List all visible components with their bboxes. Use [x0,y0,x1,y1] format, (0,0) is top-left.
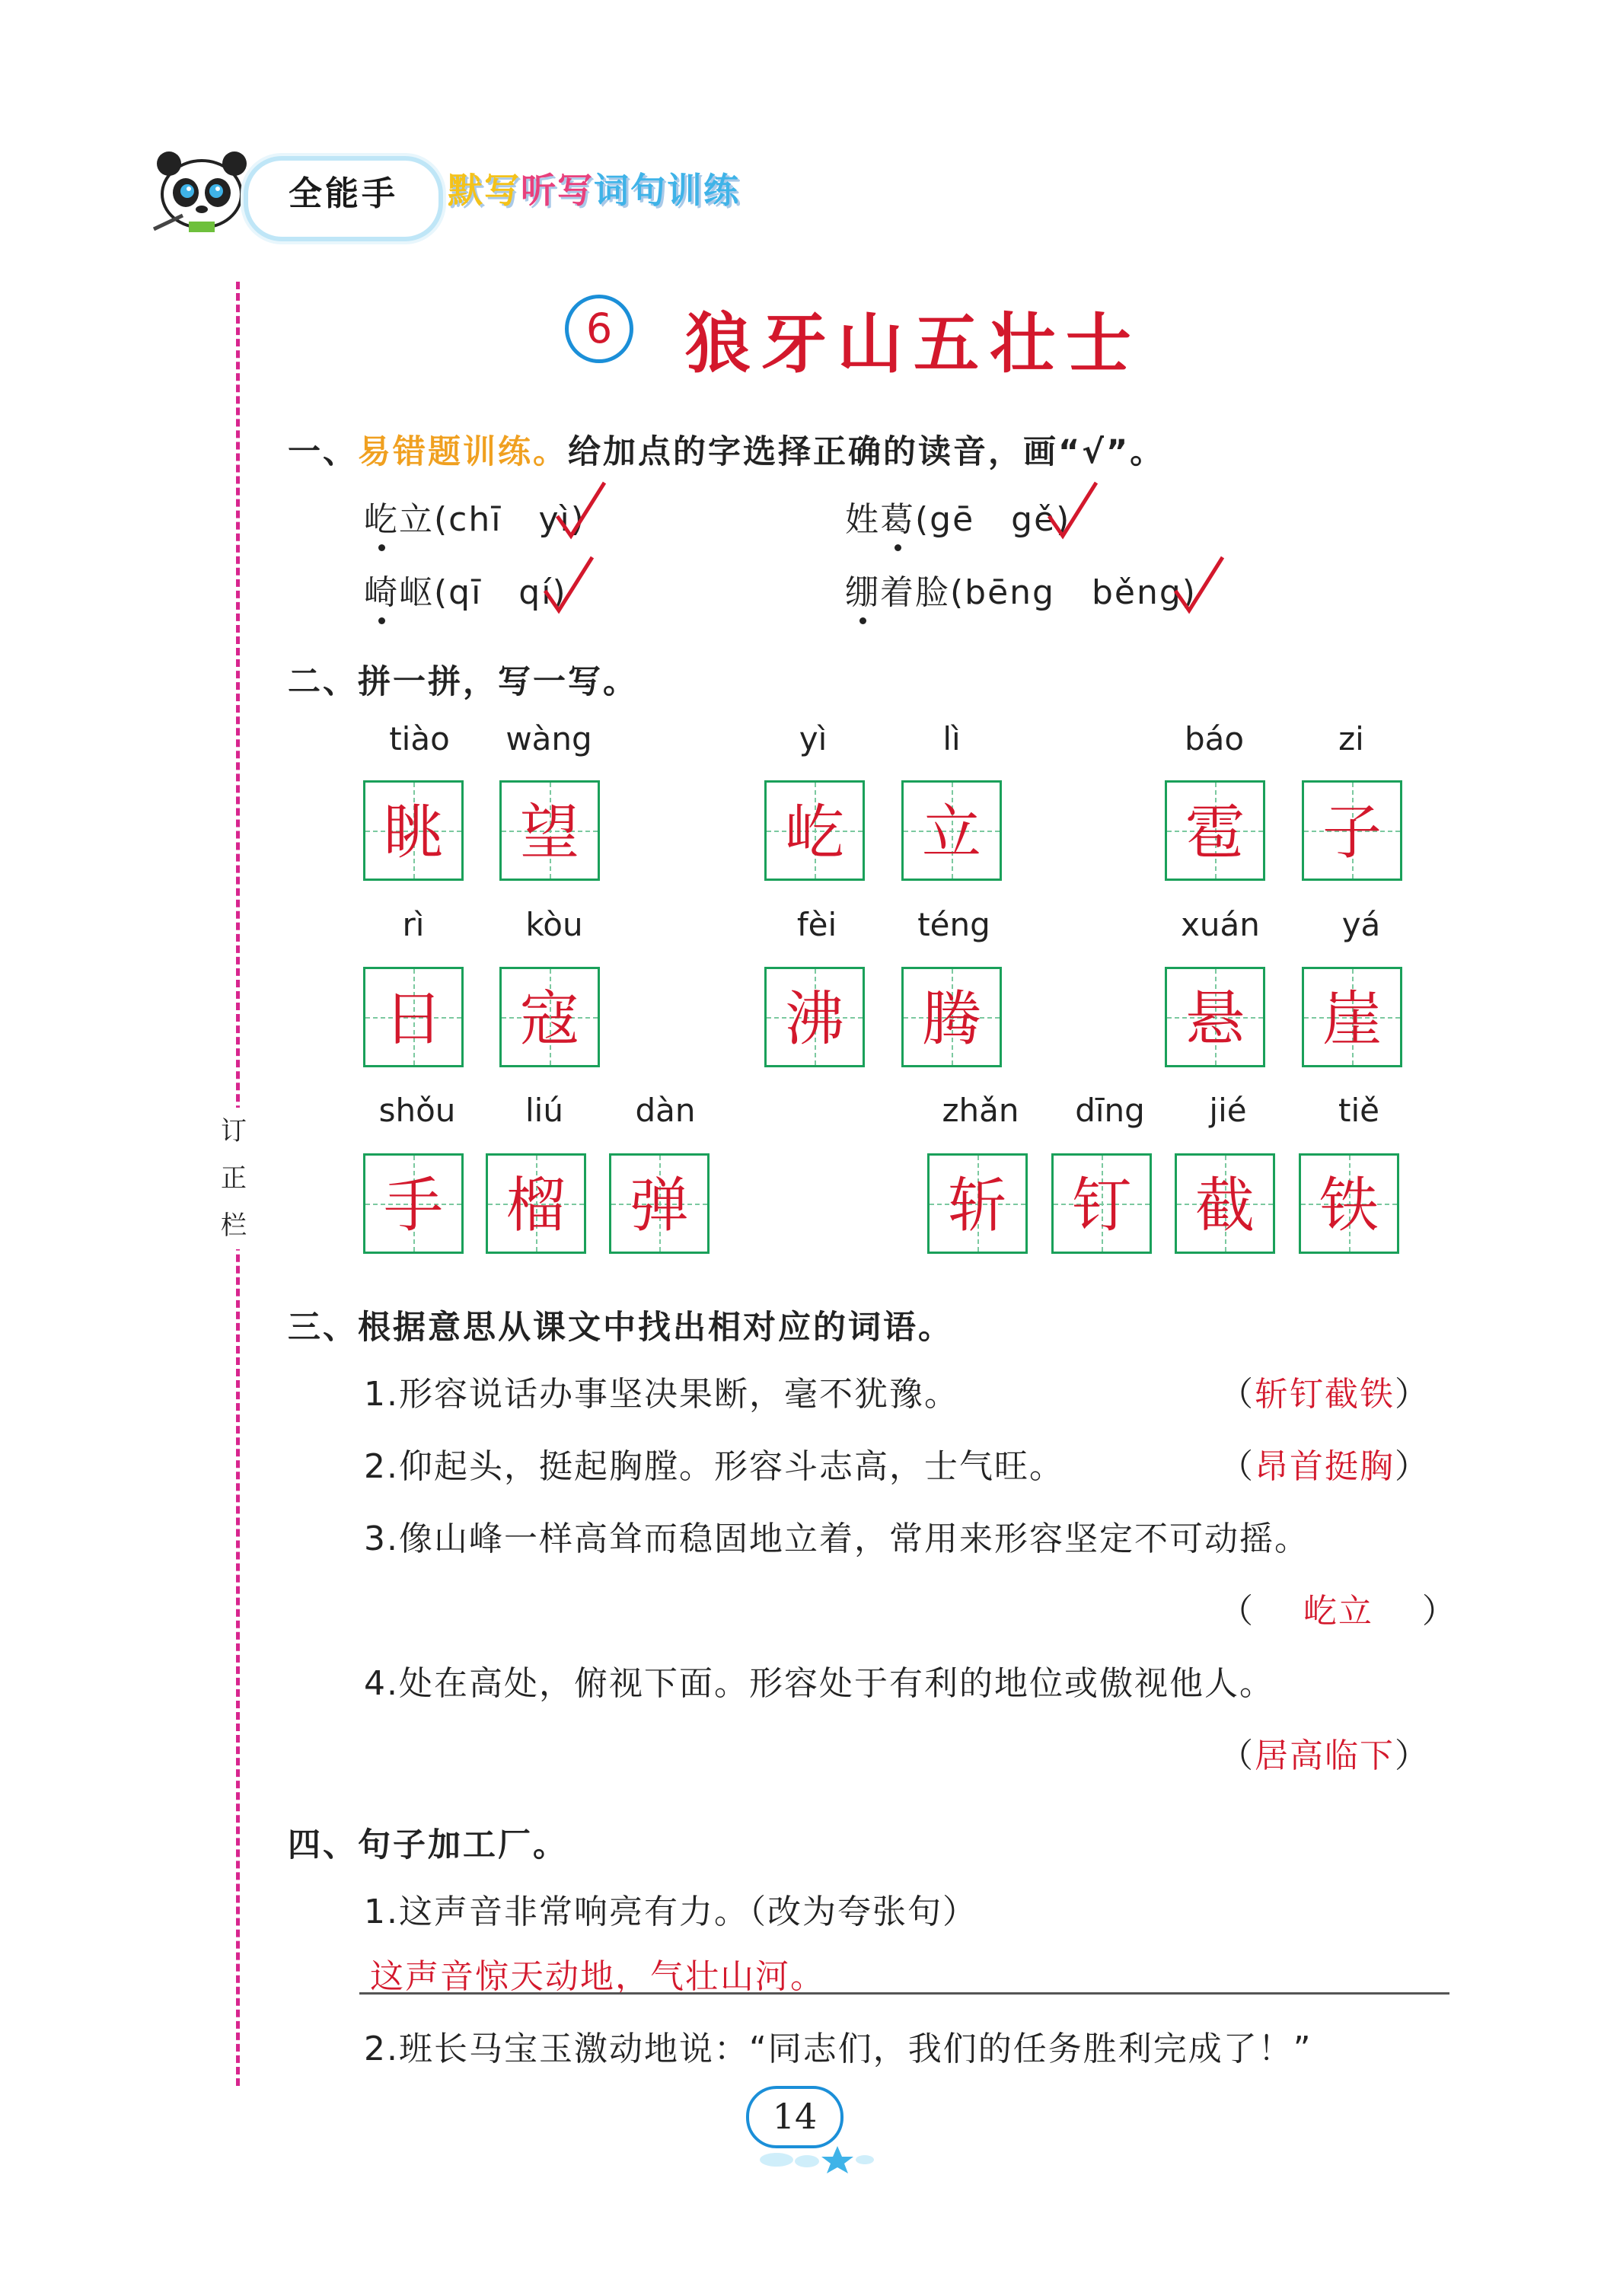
option-b[interactable]: qí [518,573,553,612]
option-a[interactable]: gē [930,500,975,539]
panda-mascot-icon [152,148,251,232]
section-1-number: 一、 [288,433,358,471]
pinyin: zhǎn [942,1092,1019,1129]
answer-bracket-1 [1220,1366,1430,1415]
dotted-char: 崎 [364,565,399,614]
brand-title: 全能手 [289,174,398,213]
close-paren: ） [1395,1375,1430,1414]
option-b[interactable]: yì [538,500,571,539]
writing-grid-box[interactable] [1051,1153,1152,1254]
grid-answer-char: 寇 [519,985,579,1054]
writing-grid-box[interactable] [1165,780,1265,881]
writing-grid-box[interactable] [764,780,865,881]
writing-grid-box[interactable] [1175,1153,1275,1254]
dotted-char: 葛 [880,492,915,541]
series-part-3: 词句训练 [594,170,740,211]
open-paren: （ [1220,1736,1255,1775]
grid-answer-char: 眺 [383,799,443,867]
series-title [448,163,740,213]
section-1-instruction: 给加点的字选择正确的读音，画“√”。 [568,433,1166,471]
writing-grid-box[interactable] [609,1153,710,1254]
grid-answer-char: 子 [1322,799,1382,867]
grid-answer-char: 望 [519,799,579,867]
grid-answer-char: 手 [383,1172,443,1240]
writing-grid-box[interactable] [1302,967,1402,1067]
writing-grid-box[interactable] [901,967,1002,1067]
pinyin: téng [917,906,990,943]
grid-answer-char: 崖 [1322,985,1382,1054]
option-b[interactable]: gě [1011,500,1057,539]
writing-grid-box[interactable] [1165,967,1265,1067]
writing-grid-box[interactable] [1302,780,1402,881]
definition-answer[interactable]: 斩钉截铁 [1255,1375,1395,1414]
grid-answer-char: 铁 [1319,1172,1379,1240]
dotted-char: 屹 [364,492,399,541]
grid-answer-char: 榴 [505,1172,566,1240]
writing-grid-box[interactable] [363,1153,464,1254]
pinyin: yì [799,720,828,757]
dotted-char: 绷 [845,565,880,614]
pinyin: xuán [1181,906,1260,943]
pinyin: kòu [525,906,583,943]
sentence-question-2: 2.班长马宝玉激动地说：“同志们，我们的任务胜利完成了！” [364,2030,1312,2068]
grid-answer-char: 斩 [947,1172,1007,1240]
pinyin: báo [1184,720,1245,757]
pinyin: wàng [505,720,592,757]
answer-bracket-4 [1220,1728,1430,1777]
option-a[interactable]: qī [448,573,483,612]
definition-question-4: 4.处在高处，俯视下面。形容处于有利的地位或傲视他人。 [364,1664,1274,1703]
definition-question-3: 3.像山峰一样高耸而稳固地立着，常用来形容坚定不可动摇。 [364,1520,1309,1558]
close-paren: ） [1395,1736,1430,1775]
grid-answer-char: 弹 [629,1172,689,1240]
pinyin: rì [402,906,425,943]
grid-answer-char: 沸 [784,985,844,1054]
option-b[interactable]: běng [1091,573,1182,612]
writing-grid-box[interactable] [363,780,464,881]
grid-answer-char: 屹 [784,799,844,867]
star-icon [754,2143,875,2173]
grid-answer-char: 钉 [1071,1172,1131,1240]
sentence-question-1: 1.这声音非常响亮有力。（改为夸张句） [364,1893,977,1931]
writing-grid-box[interactable] [901,780,1002,881]
definition-answer[interactable]: 屹立 [1303,1592,1373,1631]
section-1-heading [288,426,1165,473]
definition-answer[interactable]: 昂首挺胸 [1255,1447,1395,1486]
pinyin: tiào [389,720,450,757]
close-paren: ） [1395,1447,1430,1486]
pinyin: shǒu [378,1092,456,1129]
check-mark-icon [1172,554,1226,615]
writing-grid-box[interactable] [1299,1153,1399,1254]
correction-column-label: 订正栏 [215,1108,253,1249]
definition-question-1: 1.形容说话办事坚决果断，毫不犹豫。 [364,1375,959,1414]
word-lead: 姓 [845,500,880,539]
section-2-heading: 二、拼一拼，写一写。 [288,663,638,701]
writing-grid-box[interactable] [363,967,464,1067]
definition-question-2: 2.仰起头，挺起胸膛。形容斗志高，士气旺。 [364,1447,1064,1486]
pinyin: dàn [635,1092,696,1129]
answer-bracket-3 [1220,1583,1457,1632]
grid-answer-char: 日 [383,985,443,1054]
page-number: 14 [746,2086,843,2148]
pronunciation-item-2: 姓葛(gē gě) [845,492,1070,541]
grid-answer-char: 截 [1194,1172,1255,1240]
pinyin: jié [1209,1092,1247,1129]
pinyin: tiě [1338,1092,1379,1129]
lesson-number-badge: 6 [565,295,633,363]
option-a[interactable]: chī [448,500,502,539]
pronunciation-item-4: 绷着脸(bēng běng) [845,565,1197,614]
close-paren: ） [1421,1592,1457,1631]
writing-grid-box[interactable] [927,1153,1028,1254]
writing-grid-box[interactable] [499,780,600,881]
answer-line [359,1992,1449,1995]
check-mark-icon [554,480,608,541]
pinyin: zi [1338,720,1364,757]
pinyin: liú [525,1092,563,1129]
grid-answer-char: 悬 [1185,985,1245,1054]
check-mark-icon [542,554,595,615]
grid-answer-char: 立 [921,799,981,867]
writing-grid-box[interactable] [764,967,865,1067]
pinyin: yá [1341,906,1381,943]
pinyin: dīng [1075,1092,1145,1129]
check-mark-icon [1046,480,1099,541]
open-paren: （ [1220,1447,1255,1486]
word-rest: 岖 [399,573,434,612]
word-rest: 立 [399,500,434,539]
pronunciation-item-3: 崎岖(qī qí) [364,565,567,614]
option-a[interactable]: bēng [965,573,1055,612]
lesson-title: 狼牙山五壮士 [685,306,1142,382]
section-3-heading: 三、根据意思从课文中找出相对应的词语。 [288,1309,953,1347]
section-1-highlight: 易错题训练。 [358,433,568,471]
writing-grid-box[interactable] [499,967,600,1067]
pinyin: fèi [796,906,837,943]
pronunciation-item-1: 屹立(chī yì) [364,492,585,541]
word-rest: 着脸 [880,573,950,612]
pinyin: lì [942,720,961,757]
definition-answer[interactable]: 居高临下 [1255,1736,1395,1775]
writing-grid-box[interactable] [486,1153,586,1254]
series-part-2: 听写 [521,170,594,211]
grid-answer-char: 腾 [921,985,981,1054]
section-4-heading: 四、句子加工厂。 [288,1826,568,1864]
sentence-answer-1[interactable]: 这声音惊天动地，气壮山河。 [370,1957,825,1996]
grid-answer-char: 雹 [1185,799,1245,867]
series-part-1: 默写 [448,170,521,211]
open-paren: （ [1220,1375,1255,1414]
answer-bracket-2 [1220,1439,1430,1488]
open-paren: （ [1220,1592,1255,1631]
